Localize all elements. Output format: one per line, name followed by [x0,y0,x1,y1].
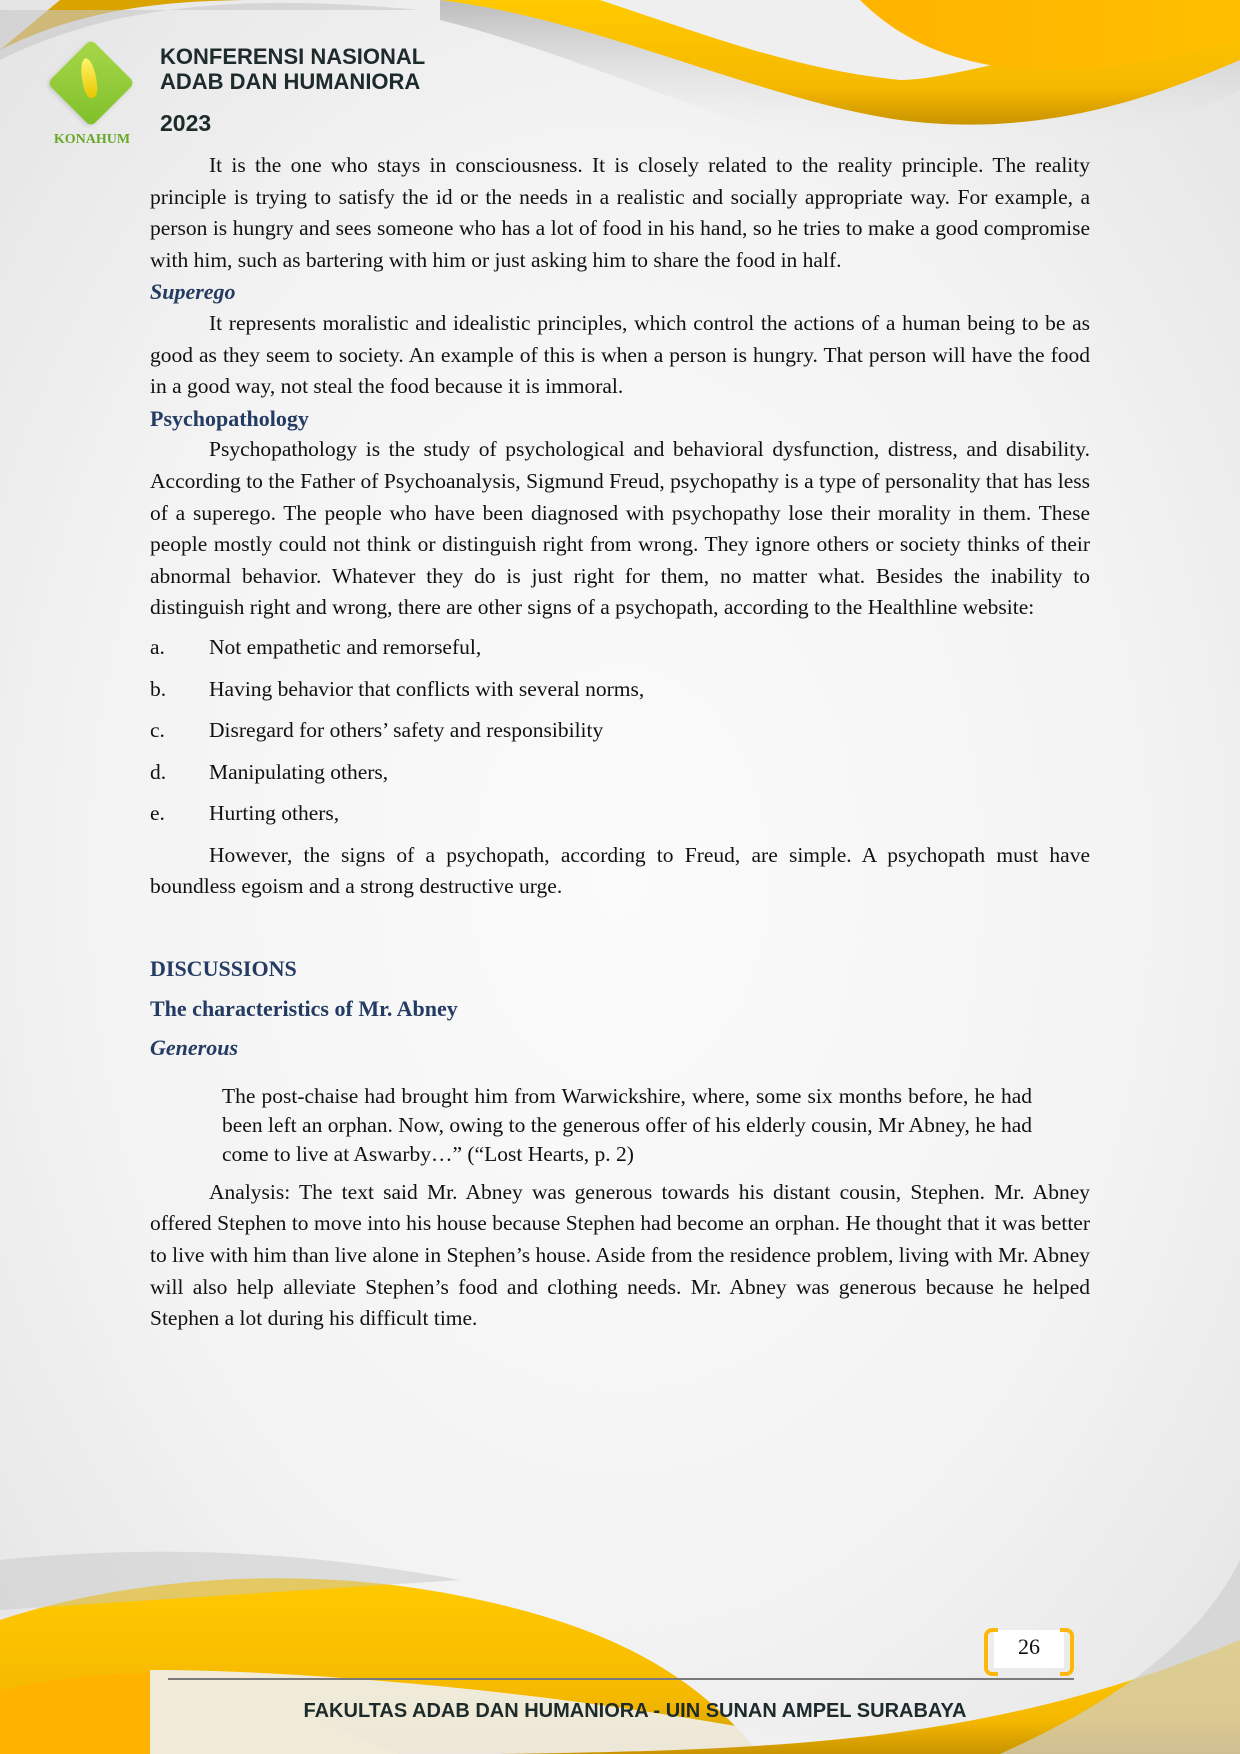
heading-psychopathology: Psychopathology [150,405,309,431]
paragraph-psychopathology: Psychopathology is the study of psychological and behavioral dysfunction, distress, and disability. According to the Father of Psychoanalysis, Sigmund Freud, psychopathy is a type of personality that has less of a superego. The people who have been diagnosed with psychopathy lose their morality in them. These people mostly could not think or distinguish right from wrong. They ignore others or society thinks of their abnormal behavior. Whatever they do is just right for them, no matter what. Besides the inability to distinguish right and wrong, there are other signs of a psychopath, according to the Healthline website: [150,437,1090,620]
conference-year: 2023 [160,110,212,136]
paragraph-analysis: Analysis: The text said Mr. Abney was generous towards his distant cousin, Stephen. Mr. Abney offered Stephen to move into his house because Stephen had become an orphan. He thought that it was better to live with him than live alone in Stephen’s house. Aside from the residence problem, living with Mr. Abney will also help alleviate Stephen’s food and clothing needs. Mr. Abney was generous because he helped Stephen a lot during his difficult time. [150,1179,1090,1331]
list-label: c. [150,718,165,743]
conference-title-line2: ADAB DAN HUMANIORA [160,69,421,94]
footer-divider [168,1678,1074,1680]
list-item [150,674,1090,706]
paragraph-superego: It represents moralistic and idealistic principles, which control the actions of a human being to be as good as they seem to society. An example of this is when a person is hungry. That person will have the food in a good way, not steal the food because it is immoral. [150,310,1090,399]
list-item [150,757,1090,789]
footer-institution: FAKULTAS ADAB DAN HUMANIORA - UIN SUNAN AMPEL SURABAYA [303,1700,967,1722]
heading-generous: Generous [150,1035,239,1061]
signs-list [150,632,1090,830]
konahum-logo [46,46,138,152]
conference-title-line1: KONFERENSI NASIONAL [160,44,426,69]
page-number: 26 [1018,1634,1040,1659]
list-item [150,798,1090,830]
list-text: Disregard for others’ safety and responsibility [209,718,604,743]
list-item [150,632,1090,664]
page-number-box [984,1628,1074,1672]
paragraph-freud: However, the signs of a psychopath, according to Freud, are simple. A psychopath must have boundless egoism and a strong destructive urge. [150,842,1090,899]
heading-superego: Superego [150,279,236,305]
paragraph-ego: It is the one who stays in consciousness. It is closely related to the reality principle. The reality principle is trying to satisfy the id or the needs in a realistic and socially appropriate way. For example, a person is hungry and sees someone who has a lot of food in his hand, so he tries to make a good compromise with him, such as bartering with him or just asking him to share the food in half. [150,153,1090,272]
heading-discussions: DISCUSSIONS [150,956,297,982]
list-item [150,715,1090,747]
list-label: d. [150,759,167,784]
list-label: a. [150,634,165,659]
section-spacer [150,903,1090,953]
conference-title [160,44,425,94]
list-text: Having behavior that conflicts with several norms, [209,676,645,701]
logo-text: KONAHUM [53,132,131,147]
list-label: e. [150,801,165,826]
list-text: Not empathetic and remorseful, [209,634,482,659]
list-text: Hurting others, [209,801,340,826]
list-text: Manipulating others, [209,759,389,784]
heading-characteristics: The characteristics of Mr. Abney [150,995,458,1021]
block-quote: The post-chaise had brought him from Warwickshire, where, some six months before, he had been left an orphan. Now, owing to the generous offer of his elderly cousin, Mr Abney, he had come to live at Aswarby…” (“Lost Hearts, p. 2) [222,1083,1032,1166]
list-label: b. [150,676,167,701]
document-body [150,150,1090,1335]
